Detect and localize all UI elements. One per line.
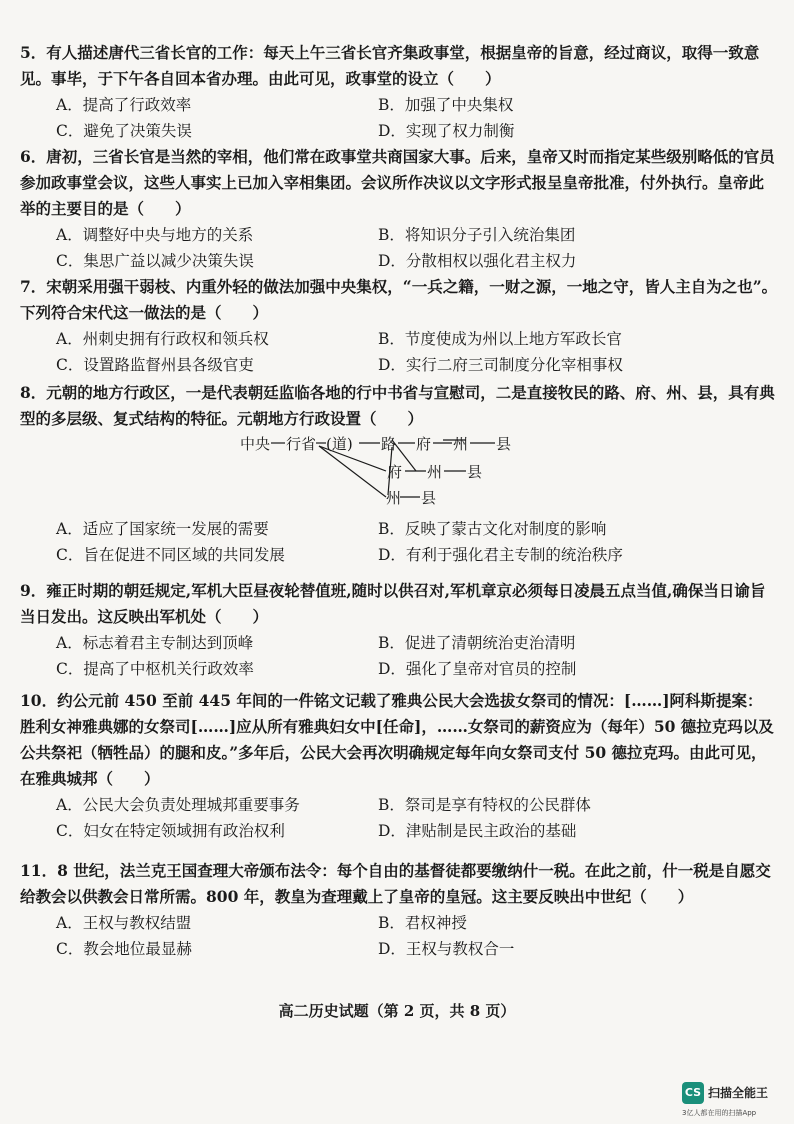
- question-9: [20, 578, 778, 682]
- options: [20, 792, 778, 844]
- option-d: D．王权与教权合一: [378, 940, 515, 958]
- option-b: B．促进了清朝统治吏治清明: [378, 634, 576, 652]
- option-d: D．分散相权以强化君主权力: [378, 252, 577, 270]
- option-b: B．节度使成为州以上地方军政长官: [378, 330, 622, 348]
- question-number: 5．: [20, 43, 47, 62]
- option-c: C．设置路监督州县各级官吏: [56, 356, 254, 374]
- option-d: D．有利于强化君主专制的统治秩序: [378, 546, 623, 564]
- node-xian-3: 县: [421, 489, 437, 507]
- option-b: B．祭司是享有特权的公民群体: [378, 796, 591, 814]
- node-fu: 府: [416, 435, 432, 453]
- option-d: D．实现了权力制衡: [378, 122, 515, 140]
- camscanner-logo-icon: CS: [682, 1082, 704, 1104]
- option-b: B．君权神授: [378, 914, 467, 932]
- options: [20, 910, 778, 962]
- option-d: D．强化了皇帝对官员的控制: [378, 660, 577, 678]
- question-number: 8．: [20, 383, 47, 402]
- option-c: C．集思广益以减少决策失误: [56, 252, 254, 270]
- options: [20, 326, 778, 378]
- options: [20, 222, 778, 274]
- question-6: [20, 144, 778, 274]
- option-c: C．旨在促进不同区域的共同发展: [56, 546, 285, 564]
- node-lu: 路: [381, 435, 397, 453]
- scanner-watermark: [682, 1082, 792, 1122]
- admin-structure-diagram: [240, 430, 540, 512]
- option-a: A．调整好中央与地方的关系: [56, 226, 254, 244]
- node-zhou: 州: [453, 435, 469, 453]
- node-xian: 县: [496, 435, 512, 453]
- options: [20, 516, 778, 568]
- options: [20, 630, 778, 682]
- node-zhou-2: 州: [427, 463, 443, 481]
- question-8: [20, 380, 778, 432]
- option-d: D．津贴制是民主政治的基础: [378, 822, 577, 840]
- option-c: C．避免了决策失误: [56, 122, 192, 140]
- option-c: C．教会地位最显赫: [56, 940, 192, 958]
- option-c: C．提高了中枢机关行政效率: [56, 660, 254, 678]
- question-stem: 9．雍正时期的朝廷规定,军机大臣昼夜轮替值班,随时以供召对,军机章京必须每日凌晨五点当值,确保当日谕旨当日发出。这反映出军机处（ ）: [20, 581, 766, 626]
- node-circuit: (道): [326, 435, 353, 453]
- option-a: A．州刺史拥有行政权和领兵权: [56, 330, 269, 348]
- question-stem: 8．元朝的地方行政区，一是代表朝廷监临各地的行中书省与宣慰司，二是直接牧民的路、府、州、县，具有典型的多层级、复式结构的特征。元朝地方行政设置（ ）: [20, 383, 775, 428]
- option-d: D．实行二府三司制度分化宰相事权: [378, 356, 623, 374]
- node-central: 中央: [240, 435, 271, 453]
- question-5: [20, 40, 778, 144]
- node-zhou-3: 州: [386, 489, 402, 507]
- question-10: [20, 688, 778, 844]
- question-stem: 7．宋朝采用强干弱枝、内重外轻的做法加强中央集权，“一兵之籍，一财之源，一地之守，皆人主自为之也”。下列符合宋代这一做法的是（ ）: [20, 277, 778, 322]
- question-8-options: [20, 516, 778, 568]
- option-a: A．提高了行政效率: [56, 96, 192, 114]
- question-stem: 10．约公元前 450 至前 445 年间的一件铭文记载了雅典公民大会选拔女祭司的情况：[……]阿科斯提案：胜利女神雅典娜的女祭司[……]应从所有雅典妇女中[任命]，……女祭司的薪资应为（每年）50 德拉克玛以及公共祭祀（牺牲品）的腿和皮。”多年后，公民大会再次明确规定每年向女祭司支付 50 德拉克玛。由此可见，在雅典城邦（ ）: [20, 691, 774, 788]
- options: [20, 92, 778, 144]
- node-xian-2: 县: [467, 463, 483, 481]
- question-number: 10．: [20, 691, 58, 710]
- question-number: 7．: [20, 277, 47, 296]
- question-7: [20, 274, 778, 378]
- node-province: 行省: [286, 435, 317, 453]
- option-b: B．将知识分子引入统治集团: [378, 226, 576, 244]
- option-a: A．适应了国家统一发展的需要: [56, 520, 269, 538]
- node-fu-2: 府: [387, 463, 403, 481]
- option-c: C．妇女在特定领域拥有政治权利: [56, 822, 285, 840]
- scanner-tagline: 3亿人都在用的扫描App: [682, 1109, 757, 1117]
- question-stem: 6．唐初，三省长官是当然的宰相，他们常在政事堂共商国家大事。后来，皇帝又时而指定某些级别略低的官员参加政事堂会议，这些人事实上已加入宰相集团。会议所作决议以文字形式报呈皇帝批准，付外执行。皇帝此举的主要目的是（ ）: [20, 147, 775, 218]
- question-number: 9．: [20, 581, 47, 600]
- question-number: 6．: [20, 147, 47, 166]
- option-b: B．反映了蒙古文化对制度的影响: [378, 520, 607, 538]
- question-number: 11．: [20, 861, 58, 880]
- option-a: A．王权与教权结盟: [56, 914, 192, 932]
- question-11: [20, 858, 778, 962]
- option-a: A．标志着君主专制达到顶峰: [56, 634, 254, 652]
- question-stem: 5．有人描述唐代三省长官的工作：每天上午三省长官齐集政事堂，根据皇帝的旨意，经过商议，取得一致意见。事毕，于下午各自回本省办理。由此可见，政事堂的设立（ ）: [20, 43, 760, 88]
- option-b: B．加强了中央集权: [378, 96, 514, 114]
- scanner-name: 扫描全能王: [708, 1086, 769, 1100]
- option-a: A．公民大会负责处理城邦重要事务: [56, 796, 300, 814]
- page-footer: 高二历史试题（第 2 页，共 8 页）: [278, 1002, 516, 1020]
- question-stem: 11．8 世纪，法兰克王国查理大帝颁布法令：每个自由的基督徒都要缴纳什一税。在此之前，什一税是自愿交给教会以供教会日常所需。800 年，教皇为查理戴上了皇帝的皇冠。这主要反映出中世纪（ ）: [20, 861, 771, 906]
